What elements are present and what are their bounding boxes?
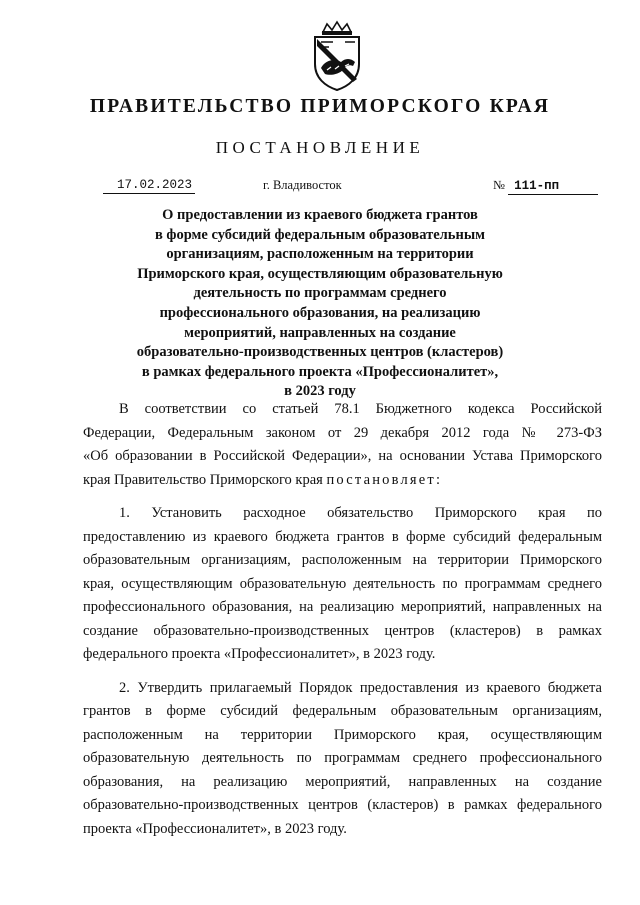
resolves-word: постановляет: [326,471,443,488]
preamble-paragraph [83,398,602,492]
heading-line: в 2023 году [284,383,356,400]
item-1-paragraph [83,502,602,667]
document-date: 17.02.2023 [103,177,195,194]
document-type: ПОСТАНОВЛЕНИЕ [215,138,425,157]
paragraph-line: профессионального образования, на реализацию мероприятий, направленных на [83,599,602,615]
government-title: ПРАВИТЕЛЬСТВО ПРИМОРСКОГО КРАЯ [89,96,551,117]
paragraph-line: образовательно-производственных центров (кластеров) в рамках федерального [83,797,602,813]
paragraph-line: Федерации, Федеральным законом от 29 декабря 2012 года № 273-ФЗ [83,424,602,441]
heading-line: образовательно-производственных центров (кластеров) [136,344,504,361]
paragraph-line: 2. Утвердить прилагаемый Порядок предоставления из краевого бюджета [119,679,602,696]
heading-line: организациям, расположенным на территории [166,246,474,263]
heading-line: в форме субсидий федеральным образовательным [154,226,486,243]
heading-line: профессионального образования, на реализацию [159,304,481,321]
document-heading [110,206,530,402]
document-number: 111-пп [508,178,598,195]
heading-line: О предоставлении из краевого бюджета грантов [162,207,478,223]
document-city: г. Владивосток [263,178,342,192]
heading-line: деятельность по программам среднего [193,285,447,302]
preamble-text: края Правительство Приморского края [83,471,327,488]
paragraph-line: В соответствии со статьей 78.1 Бюджетного кодекса Российской [119,401,602,417]
paragraph-line [83,469,602,493]
paragraph-line: проекта «Профессионалитет», в 2023 году. [83,820,347,837]
coat-of-arms-icon [305,20,369,92]
item-2-paragraph [83,677,602,842]
heading-line: Приморского края, осуществляющим образовательную [137,265,503,282]
paragraph-line: федерального проекта «Профессионалитет», в 2023 году. [83,646,436,662]
number-sign: № [493,178,505,192]
paragraph-line: образовательным организациям, расположенным на территории Приморского [83,552,602,568]
paragraph-line: предоставлению из краевого бюджета грантов в форме субсидий федеральным [83,528,602,545]
paragraph-line: образования, на реализацию мероприятий, направленных на создание [83,773,602,790]
document-body [83,398,602,841]
paragraph-line: расположенным на территории Приморского края, осуществляющим [83,726,602,743]
document-number-block [493,177,611,195]
paragraph-line: «Об образовании в Российской Федерации», на основании Устава Приморского [83,448,602,464]
paragraph-line: края, осуществляющим образовательную деятельность по программам среднего [83,575,602,592]
heading-line: мероприятий, направленных на создание [184,324,456,341]
paragraph-line: создание образовательно-производственных центров (кластеров) в рамках [83,622,602,639]
paragraph-line: грантов в форме субсидий федеральным образовательным организациям, [83,703,602,719]
paragraph-line: 1. Установить расходное обязательство Приморского края по [119,505,602,521]
document-meta-row [0,177,640,197]
paragraph-line: образовательную деятельность по программам среднего профессионального [83,750,602,766]
heading-line: в рамках федерального проекта «Профессионалитет», [141,363,499,380]
